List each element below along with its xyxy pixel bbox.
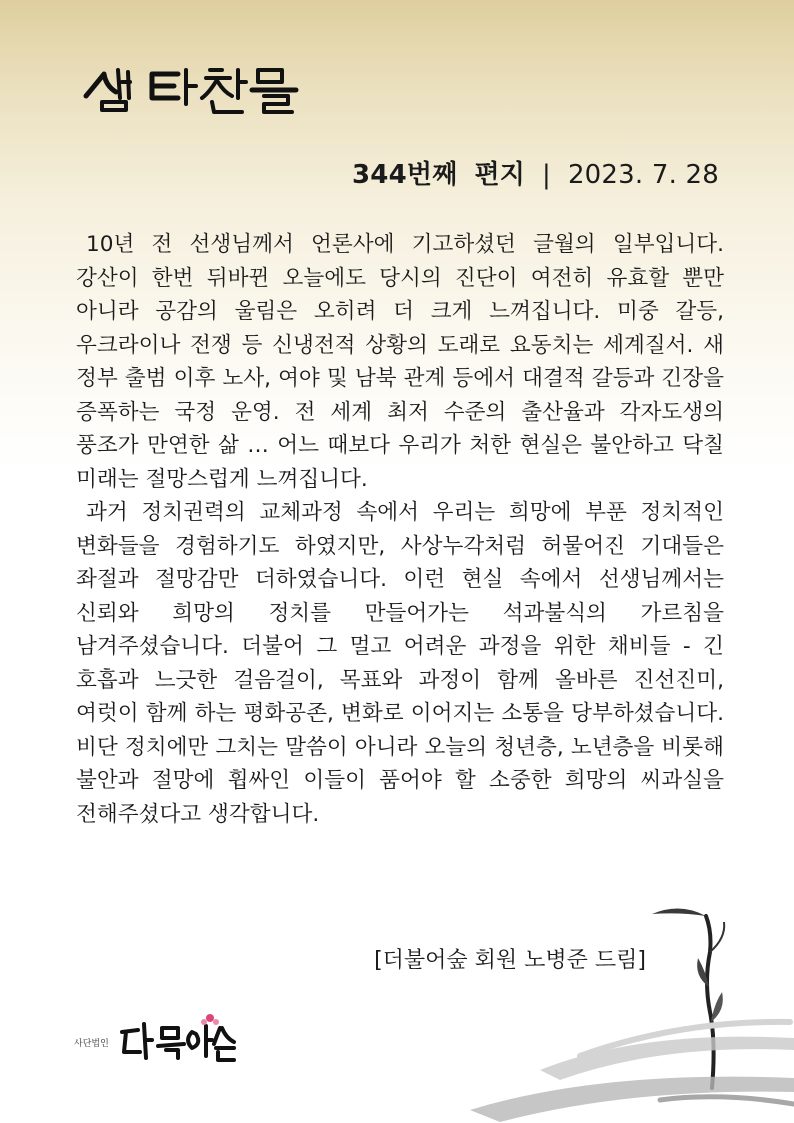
- org-name-calligraphy: [118, 1010, 238, 1070]
- letter-number: 344번째: [352, 160, 458, 190]
- brush-stroke-decoration: [440, 1000, 794, 1123]
- signature: [더불어숲 회원 노병준 드림]: [374, 948, 646, 973]
- header-separator: |: [542, 160, 551, 190]
- letter-date: 2023. 7. 28: [567, 160, 719, 190]
- body-paragraph: 10년 전 선생님께서 언론사에 기고하셨던 글월의 일부입니다. 강산이 한번 뒤바뀐 오늘에도 당시의 진단이 여전히 유효할 뿐만 아니라 공감의 울림은 오히려 더 크게 느껴집니다. 미중 갈등, 우크라이나 전쟁 등 신냉전적 상황의 도래로 요동치는 세계질서. 새 정부 출범 이후 노사, 여야 및 남북 관계 등에서 대결적 갈등과 긴장을 증폭하는 국정 운영. 전 세계 최저 수준의 출산율과 각자도생의 풍조가 만연한 삶 … 어느 때보다 우리가 처한 현실은 불안하고 닥칠 미래는 절망스럽게 느껴집니다.: [76, 232, 725, 492]
- letter-word: 편지: [474, 160, 526, 190]
- letter-header: [352, 154, 719, 191]
- org-prefix: 사단법인: [74, 1039, 109, 1049]
- flower-icon: [201, 1014, 219, 1025]
- letter-body: [76, 228, 724, 831]
- body-paragraph: 과거 정치권력의 교체과정 속에서 우리는 희망에 부푼 정치적인 변화들을 경험하기도 하였지만, 사상누각처럼 허물어진 기대들은 좌절과 절망감만 더하였습니다. 이런 현실 속에서 선생님께서는 신뢰와 희망의 정치를 만들어가는 석과불식의 가르침을 남겨주셨습니다. 더불어 그 멀고 어려운 과정을 위한 채비들 - 긴 호흡과 느긋한 걸음걸이, 목표와 과정이 함께 올바른 진선진미, 여럿이 함께 하는 평화공존, 변화로 이어지는 소통을 당부하셨습니다. 비단 정치에만 그치는 말씀이 아니라 오늘의 청년층, 노년층을 비롯해 불안과 절망에 휩싸인 이들이 품어야 할 소중한 희망의 씨과실을 전해주셨다고 생각합니다.: [76, 500, 724, 827]
- saemteo-chanmul-logo: [82, 62, 302, 122]
- org-logo: [74, 1010, 244, 1070]
